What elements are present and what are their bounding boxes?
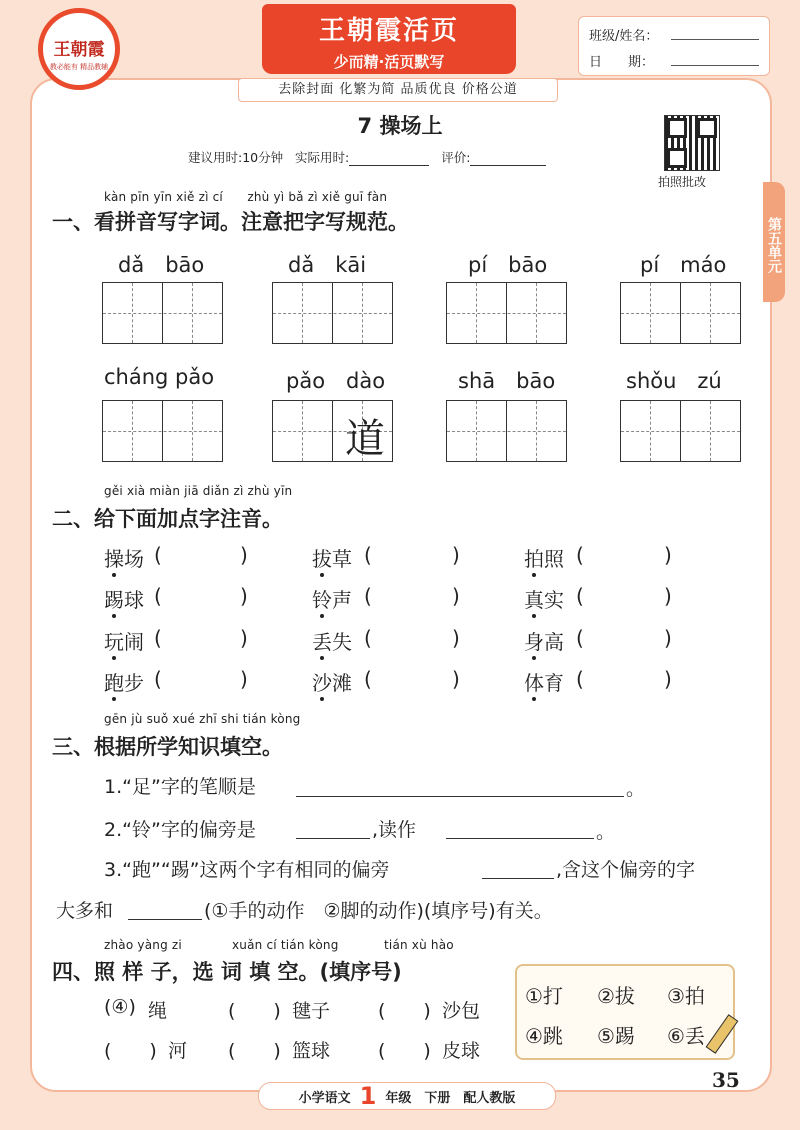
- logo-subtext: 教必能有 精品教辅: [49, 63, 109, 71]
- answer-paren-close: ): [452, 584, 460, 608]
- section3-heading: 三、根据所学知识填空。: [52, 735, 283, 759]
- section2-heading: 二、给下面加点字注音。: [52, 507, 283, 531]
- section4-pinyin-a: zhào yàng zi: [104, 938, 182, 952]
- option-item: ①打: [525, 984, 563, 1008]
- date-label: 日 期：: [589, 55, 655, 70]
- phonetic-word: 铃声: [312, 588, 352, 612]
- date-field[interactable]: [671, 65, 759, 66]
- answer-paren-close: ): [452, 667, 460, 691]
- evaluation-field[interactable]: [470, 150, 546, 166]
- answer-paren-open[interactable]: (: [364, 543, 372, 567]
- emphasis-dot: [112, 656, 116, 660]
- word-pinyin: pí bāo: [468, 253, 548, 277]
- writing-grid[interactable]: [620, 282, 741, 344]
- emphasis-dot: [532, 573, 536, 577]
- writing-grid[interactable]: [446, 282, 567, 344]
- q2-radical-blank[interactable]: [296, 838, 370, 839]
- emphasis-dot: [320, 656, 324, 660]
- evaluation-label: 评价:: [441, 150, 471, 165]
- q3-text-b: ,含这个偏旁的字: [556, 859, 696, 881]
- student-info-box: [578, 16, 770, 76]
- answer-paren-open[interactable]: (: [364, 584, 372, 608]
- phonetic-word: 拍照: [524, 547, 564, 571]
- writing-grid[interactable]: [446, 400, 567, 462]
- word-pinyin: shā bāo: [458, 369, 556, 393]
- phonetic-word: 真实: [524, 588, 564, 612]
- answer-paren-close: ): [664, 543, 672, 567]
- lesson-title: 7 操场上: [357, 114, 443, 138]
- option-item: ④跳: [525, 1024, 563, 1048]
- answer-paren-open[interactable]: (: [576, 584, 584, 608]
- word-pinyin: dǎ kāi: [288, 253, 367, 277]
- actual-time-label: 实际用时:: [295, 150, 350, 165]
- brand-title: 王朝霞活页: [318, 16, 459, 46]
- option-item: ⑥丢: [667, 1024, 705, 1048]
- answer-paren-open[interactable]: (: [576, 667, 584, 691]
- prefilled-character: 道: [345, 416, 385, 462]
- options-box: [515, 964, 735, 1060]
- writing-grid[interactable]: [102, 400, 223, 462]
- option-item: ③拍: [667, 984, 705, 1008]
- q2-text: 2.“铃”字的偏旁是: [104, 819, 256, 841]
- suggested-time: 建议用时:10分钟: [188, 150, 284, 165]
- fill-word: 沙包: [442, 1000, 481, 1022]
- answer-paren-close: ): [240, 626, 248, 650]
- fill-word: 毽子: [292, 1000, 331, 1022]
- answer-paren-close: ): [452, 543, 460, 567]
- section4-pinyin-c: tián xù hào: [384, 938, 454, 952]
- answer-paren-close: ): [664, 667, 672, 691]
- page-number: 35: [712, 1068, 740, 1092]
- q3-choice-blank[interactable]: [128, 919, 202, 920]
- q1-text: 1.“足”字的笔顺是: [104, 776, 256, 798]
- answer-paren-close: ): [240, 667, 248, 691]
- emphasis-dot: [532, 697, 536, 701]
- answer-paren-open[interactable]: (: [364, 667, 372, 691]
- emphasis-dot: [112, 573, 116, 577]
- emphasis-dot: [532, 614, 536, 618]
- writing-grid[interactable]: [620, 400, 741, 462]
- section4-heading: 四、照 样 子，选 词 填 空。(填序号): [52, 960, 402, 984]
- emphasis-dot: [112, 697, 116, 701]
- logo-text: 王朝霞: [53, 40, 105, 60]
- brand-logo: [38, 8, 120, 90]
- brand-subtitle: 少而精·活页默写: [333, 53, 445, 71]
- q2-end: 。: [596, 821, 616, 843]
- emphasis-dot: [320, 614, 324, 618]
- phonetic-word: 玩闹: [104, 630, 144, 654]
- answer-paren-open[interactable]: (: [154, 543, 162, 567]
- word-pinyin: pǎo dào: [286, 369, 386, 393]
- fill-blank[interactable]: ( ): [228, 1000, 281, 1022]
- emphasis-dot: [532, 656, 536, 660]
- q3-radical-blank[interactable]: [482, 878, 554, 879]
- fill-blank[interactable]: ( ): [104, 1040, 157, 1062]
- phonetic-word: 体育: [524, 671, 564, 695]
- unit-tab: 第五单元: [763, 182, 785, 302]
- phonetic-word: 踢球: [104, 588, 144, 612]
- answer-paren-open[interactable]: (: [154, 626, 162, 650]
- q2-reading-blank[interactable]: [446, 838, 594, 839]
- phonetic-word: 跑步: [104, 671, 144, 695]
- option-item: ②拔: [597, 984, 635, 1008]
- section2-pinyin: gěi xià miàn jiā diǎn zì zhù yīn: [104, 484, 293, 498]
- emphasis-dot: [320, 573, 324, 577]
- word-pinyin: pí máo: [640, 253, 727, 277]
- q2-read-text: ,读作: [372, 819, 417, 841]
- fill-word: 河: [168, 1040, 188, 1062]
- answer-paren-close: ): [240, 543, 248, 567]
- q1-answer-blank[interactable]: [296, 796, 624, 797]
- phonetic-word: 操场: [104, 547, 144, 571]
- fill-blank[interactable]: (④): [104, 996, 136, 1018]
- footer-grade: 年级 下册 配人教版: [385, 1091, 516, 1106]
- emphasis-dot: [320, 697, 324, 701]
- answer-paren-open[interactable]: (: [576, 626, 584, 650]
- slogan: 去除封面 化繁为简 品质优良 价格公道: [238, 78, 558, 102]
- q3-text-c: 大多和: [56, 900, 114, 922]
- answer-paren-open[interactable]: (: [576, 543, 584, 567]
- q3-text-a: 3.“跑”“踢”这两个字有相同的偏旁: [104, 859, 390, 881]
- fill-word: 皮球: [442, 1040, 481, 1062]
- option-item: ⑤踢: [597, 1024, 635, 1048]
- writing-grid[interactable]: [272, 400, 393, 462]
- answer-paren-open[interactable]: (: [154, 584, 162, 608]
- writing-grid[interactable]: [102, 282, 223, 344]
- section3-pinyin: gēn jù suǒ xué zhī shi tián kòng: [104, 712, 301, 726]
- word-pinyin: dǎ bāo: [118, 253, 205, 277]
- answer-paren-close: ): [452, 626, 460, 650]
- fill-blank[interactable]: ( ): [378, 1040, 431, 1062]
- answer-paren-close: ): [664, 584, 672, 608]
- footer-subject: 小学语文: [298, 1091, 351, 1106]
- actual-time-field[interactable]: [349, 150, 429, 166]
- q1-end: 。: [626, 778, 646, 800]
- qr-label: 拍照批改: [658, 175, 707, 189]
- section1-heading: 一、看拼音写字词。注意把字写规范。: [52, 210, 409, 234]
- section4-pinyin-b: xuǎn cí tián kòng: [232, 938, 339, 952]
- answer-paren-close: ): [240, 584, 248, 608]
- fill-blank[interactable]: ( ): [228, 1040, 281, 1062]
- fill-blank[interactable]: ( ): [378, 1000, 431, 1022]
- phonetic-word: 沙滩: [312, 671, 352, 695]
- writing-grid[interactable]: [272, 282, 393, 344]
- emphasis-dot: [112, 614, 116, 618]
- answer-paren-open[interactable]: (: [364, 626, 372, 650]
- footer-grade-number: 1: [359, 1082, 377, 1110]
- section1-pinyin: kàn pīn yīn xiě zì cí zhù yì bǎ zì xiě guī fàn: [104, 190, 388, 204]
- phonetic-word: 拔草: [312, 547, 352, 571]
- brand-banner: [262, 4, 516, 74]
- answer-paren-close: ): [664, 626, 672, 650]
- phonetic-word: 丢失: [312, 630, 352, 654]
- q3-text-d: (①手的动作 ②脚的动作)(填序号)有关。: [204, 900, 553, 922]
- word-pinyin: cháng pǎo: [104, 365, 215, 389]
- class-name-field[interactable]: [671, 39, 759, 40]
- answer-paren-open[interactable]: (: [154, 667, 162, 691]
- fill-word: 篮球: [292, 1040, 331, 1062]
- fill-word: 绳: [148, 1000, 168, 1022]
- phonetic-word: 身高: [524, 630, 564, 654]
- word-pinyin: shǒu zú: [626, 369, 722, 393]
- class-name-label: 班级/姓名：: [589, 29, 659, 44]
- time-meta: [188, 148, 546, 166]
- footer-bar: [258, 1082, 556, 1110]
- qr-code-icon[interactable]: [664, 115, 720, 171]
